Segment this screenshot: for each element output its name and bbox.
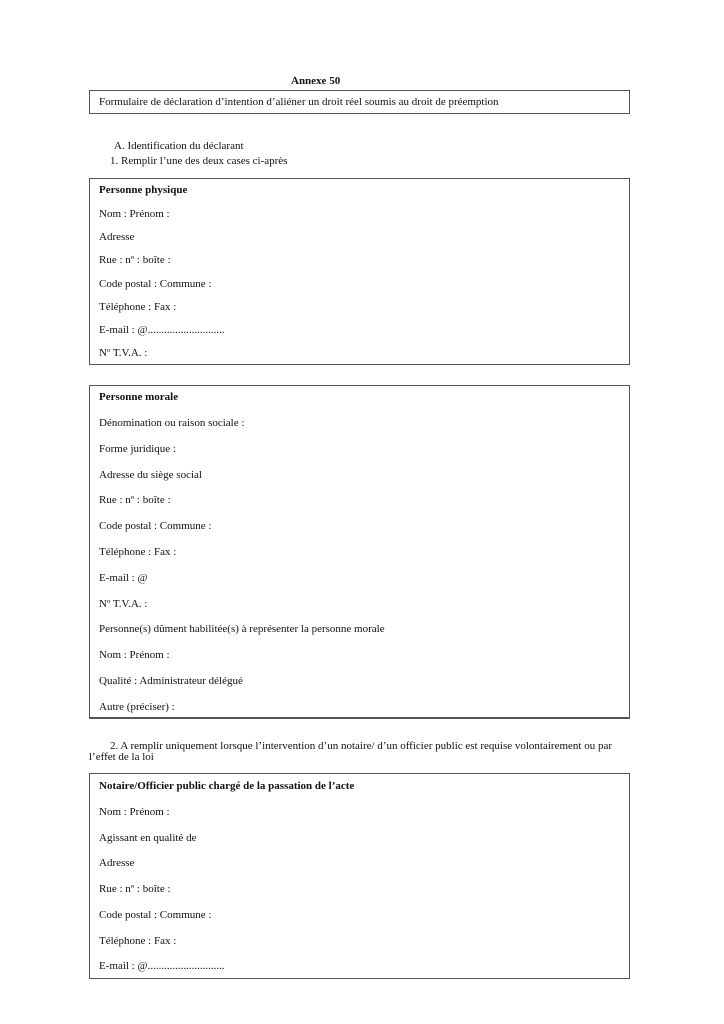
notaire-heading: Notaire/Officier public chargé de la passation de l’acte: [99, 780, 355, 792]
form-field-label: Agissant en qualité de: [99, 831, 197, 844]
form-field-label: Rue : nº : boîte :: [99, 254, 171, 267]
section-a-heading: A. Identification du déclarant: [114, 140, 244, 152]
form-title-box: [89, 90, 630, 114]
form-field-label: Code postal : Commune :: [99, 520, 212, 533]
form-field-label: Forme juridique :: [99, 442, 176, 455]
form-field-label: Nom : Prénom :: [99, 806, 170, 818]
form-field-label: Adresse du siège social: [99, 468, 202, 481]
step-2-instruction-cont: l’effet de la loi: [89, 751, 154, 763]
form-field-label: Téléphone : Fax :: [99, 300, 177, 313]
form-field-label: Personne(s) dûment habilitée(s) à représenter la personne morale: [99, 623, 385, 636]
personne-morale-box: [89, 385, 630, 719]
form-field-label: E-mail : @: [99, 571, 148, 584]
form-field-label: Qualité : Administrateur délégué: [99, 675, 243, 687]
form-field-label: Nom : Prénom :: [99, 208, 170, 220]
notaire-box: [89, 773, 630, 979]
form-field-label: E-mail : @............................: [99, 960, 225, 973]
personne-morale-heading: Personne morale: [99, 391, 179, 403]
step-2-instruction: 2. A remplir uniquement lorsque l’intervention d’un notaire/ d’un officier public est requise volontairement ou par: [110, 740, 612, 752]
form-field-label: Adresse: [99, 231, 135, 244]
form-field-label: E-mail : @............................: [99, 324, 225, 336]
form-field-label: Code postal : Commune :: [99, 908, 212, 921]
form-field-label: Autre (préciser) :: [99, 700, 175, 713]
form-field-label: Nom : Prénom :: [99, 649, 170, 662]
form-field-label: Téléphone : Fax :: [99, 546, 177, 558]
form-field-label: Nº T.V.A. :: [99, 597, 148, 610]
annex-title: Annexe 50: [291, 75, 341, 87]
form-field-label: Code postal : Commune :: [99, 277, 212, 290]
form-field-label: Adresse: [99, 857, 135, 870]
form-field-label: Rue : nº : boîte :: [99, 494, 171, 507]
form-field-label: Téléphone : Fax :: [99, 934, 177, 947]
step-1-instruction: 1. Remplir l’une des deux cases ci-après: [110, 155, 288, 167]
personne-physique-heading: Personne physique: [99, 184, 188, 196]
form-title: Formulaire de déclaration d’intention d’aliéner un droit réel soumis au droit de préemption: [99, 96, 499, 108]
form-field-label: Dénomination ou raison sociale :: [99, 417, 245, 429]
form-field-label: Rue : nº : boîte :: [99, 883, 171, 896]
personne-physique-box: [89, 178, 630, 365]
form-field-label: Nº T.V.A. :: [99, 347, 148, 360]
